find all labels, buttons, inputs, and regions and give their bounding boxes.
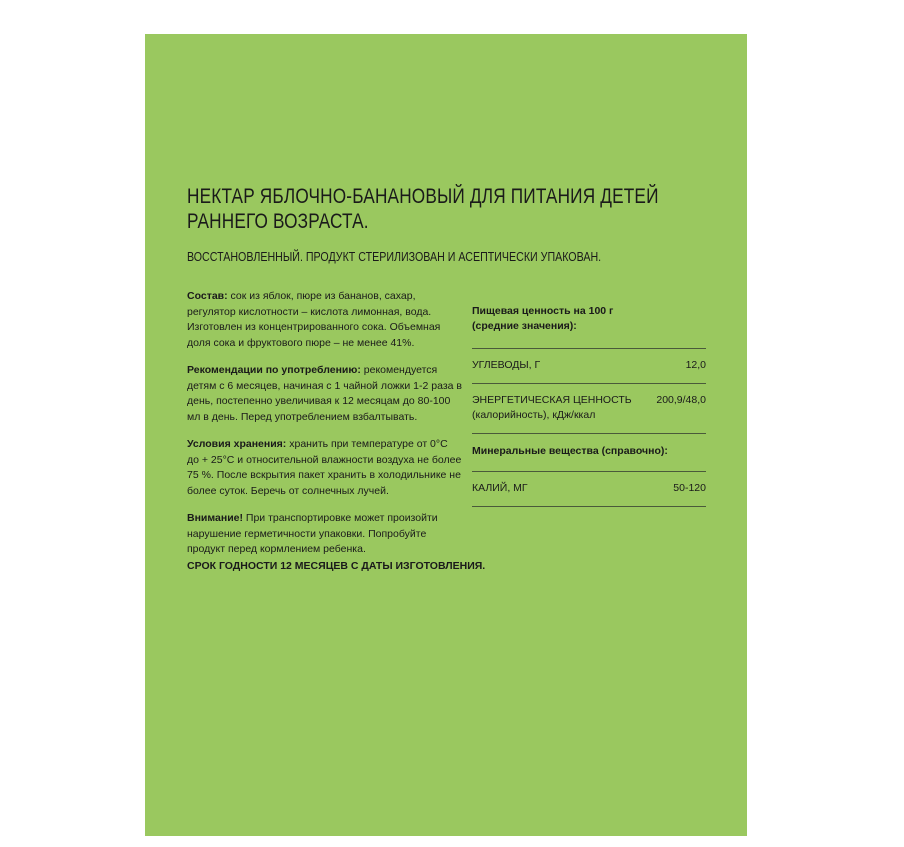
nutrition-heading-line1: Пищевая ценность на 100 г	[472, 305, 614, 317]
energy-name-line1: ЭНЕРГЕТИЧЕСКАЯ ЦЕННОСТЬ	[472, 394, 632, 406]
nutrition-table	[472, 304, 706, 507]
composition-text: сок из яблок, пюре из бананов, сахар, регулятор кислотности – кислота лимонная, вода. Изготовлен из концентрированного сока. Объемная доля сока и фруктового пюре – не менее 41%.	[187, 290, 441, 349]
warning-label: Внимание!	[187, 512, 243, 524]
energy-value: 200,9/48,0	[656, 394, 706, 406]
recommendations-text: рекомендуется детям с 6 месяцев, начиная с 1 чайной ложки 1-2 раза в день, постепенно увеличивая к 12 месяцам до 80-100 мл в день. Перед употреблением взбалтывать.	[187, 364, 462, 423]
recommendations-label: Рекомендации по употреблению:	[187, 364, 361, 376]
storage-paragraph	[187, 437, 462, 499]
composition-paragraph	[187, 289, 462, 351]
expiry-note: СРОК ГОДНОСТИ 12 МЕСЯЦЕВ С ДАТЫ ИЗГОТОВЛЕНИЯ.	[187, 560, 486, 572]
nutrition-row-energy	[472, 384, 706, 434]
potassium-name: КАЛИЙ, МГ	[472, 482, 528, 494]
recommendations-paragraph	[187, 363, 462, 425]
energy-name-line2: (калорийность), кДж/ккал	[472, 409, 596, 421]
storage-text: хранить при температуре от 0°С до + 25°С и относительной влажности воздуха не более 75 %. После вскрытия пакет хранить в холодильнике не более суток. Беречь от солнечных лучей.	[187, 438, 462, 497]
potassium-value: 50-120	[673, 482, 706, 494]
label-panel	[145, 34, 747, 836]
storage-label: Условия хранения:	[187, 438, 287, 450]
nutrition-row-carbs	[472, 349, 706, 384]
carbs-value: 12,0	[685, 359, 706, 371]
product-info-column	[187, 289, 462, 570]
nutrition-heading-line2: (средние значения):	[472, 320, 577, 332]
composition-label: Состав:	[187, 290, 228, 302]
nutrition-heading	[472, 304, 706, 349]
carbs-name: УГЛЕВОДЫ, Г	[472, 359, 541, 371]
warning-text: При транспортировке может произойти нарушение герметичности упаковки. Попробуйте продукт перед кормлением ребенка.	[187, 512, 438, 555]
nutrition-row-potassium	[472, 472, 706, 507]
product-title: НЕКТАР ЯБЛОЧНО-БАНАНОВЫЙ ДЛЯ ПИТАНИЯ ДЕТЕЙ РАННЕГО ВОЗРАСТА.	[187, 185, 659, 233]
minerals-heading: Минеральные вещества (справочно):	[472, 434, 706, 472]
energy-name	[472, 393, 648, 423]
product-subtitle: ВОССТАНОВЛЕННЫЙ. ПРОДУКТ СТЕРИЛИЗОВАН И АСЕПТИЧЕСКИ УПАКОВАН.	[187, 249, 602, 264]
warning-paragraph	[187, 511, 462, 558]
